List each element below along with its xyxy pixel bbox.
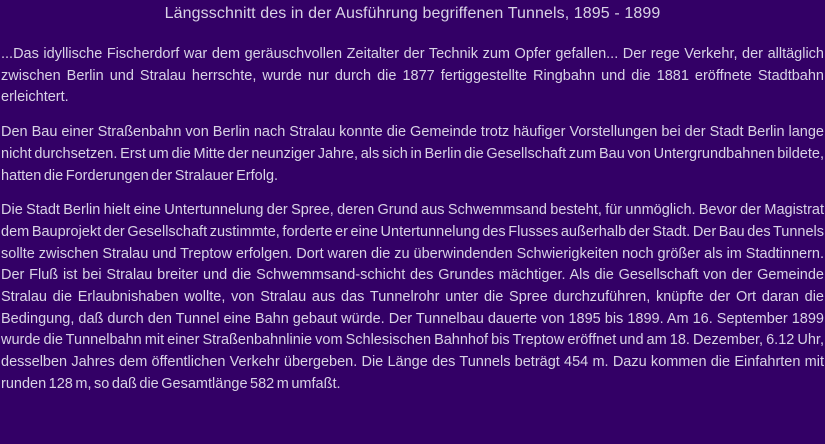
paragraph-strassenbahn: Den Bau einer Straßenbahn von Berlin nach Stralau konnte die Gemeinde trotz häufiger Vorstellungen bei der Stadt Berlin lange nicht durchsetzen. Erst um die Mitte der neunziger Jahre, als sich in Berlin die Gesellschaft zum Bau von Untergrundbahnen bildete, hatten die Forderungen der Stralauer Erfolg. [1,124,824,184]
paragraph-fischerdorf: ...Das idyllische Fischerdorf war dem geräuschvollen Zeitalter der Technik zum Opfer gefallen... Der rege Verkehr, der alltäglich zwischen Berlin und Stralau herrschte, wurde nur durch die 1877 fertiggestellte Ringbahn und die 1881 eröffnete Stadtbahn erleichtert. [1,46,824,106]
paragraph-tunnelbau: Die Stadt Berlin hielt eine Untertunnelung der Spree, deren Grund aus Schwemmsand besteht, für unmöglich. Bevor der Magistrat dem Bauprojekt der Gesellschaft zustimmte, forderte er eine Untertunnelung des Flusses außerhalb der Stadt. Der Bau des Tunnels sollte zwischen Stralau und Treptow erfolgen. Dort waren die zu überwindenden Schwierigkeiten noch größer als im Stadtinnern. Der Fluß ist bei Stralau breiter und die Schwemmsand-schicht des Grundes mächtiger. Als die Gesellschaft von der Gemeinde Stralau die Erlaubnishaben wollte, von Stralau aus das Tunnelrohr unter die Spree durchzuführen, knüpfte der Ort daran die Bedingung, daß durch den Tunnel eine Bahn gebaut würde. Der Tunnelbau dauerte von 1895 bis 1899. Am 16. September 1899 wurde die Tunnelbahn mit einer Straßenbahnlinie vom Schlesischen Bahnhof bis Treptow eröffnet und am 18. Dezember, 6.12 Uhr, desselben Jahres dem öffentlichen Verkehr übergeben. Die Länge des Tunnels beträgt 454 m. Dazu kommen die Einfahrten mit runden 128 m, so daß die Gesamtlänge 582 m umfaßt. [1,202,824,392]
page-title: Längsschnitt des in der Ausführung begriffenen Tunnels, 1895 - 1899 [164,5,661,22]
